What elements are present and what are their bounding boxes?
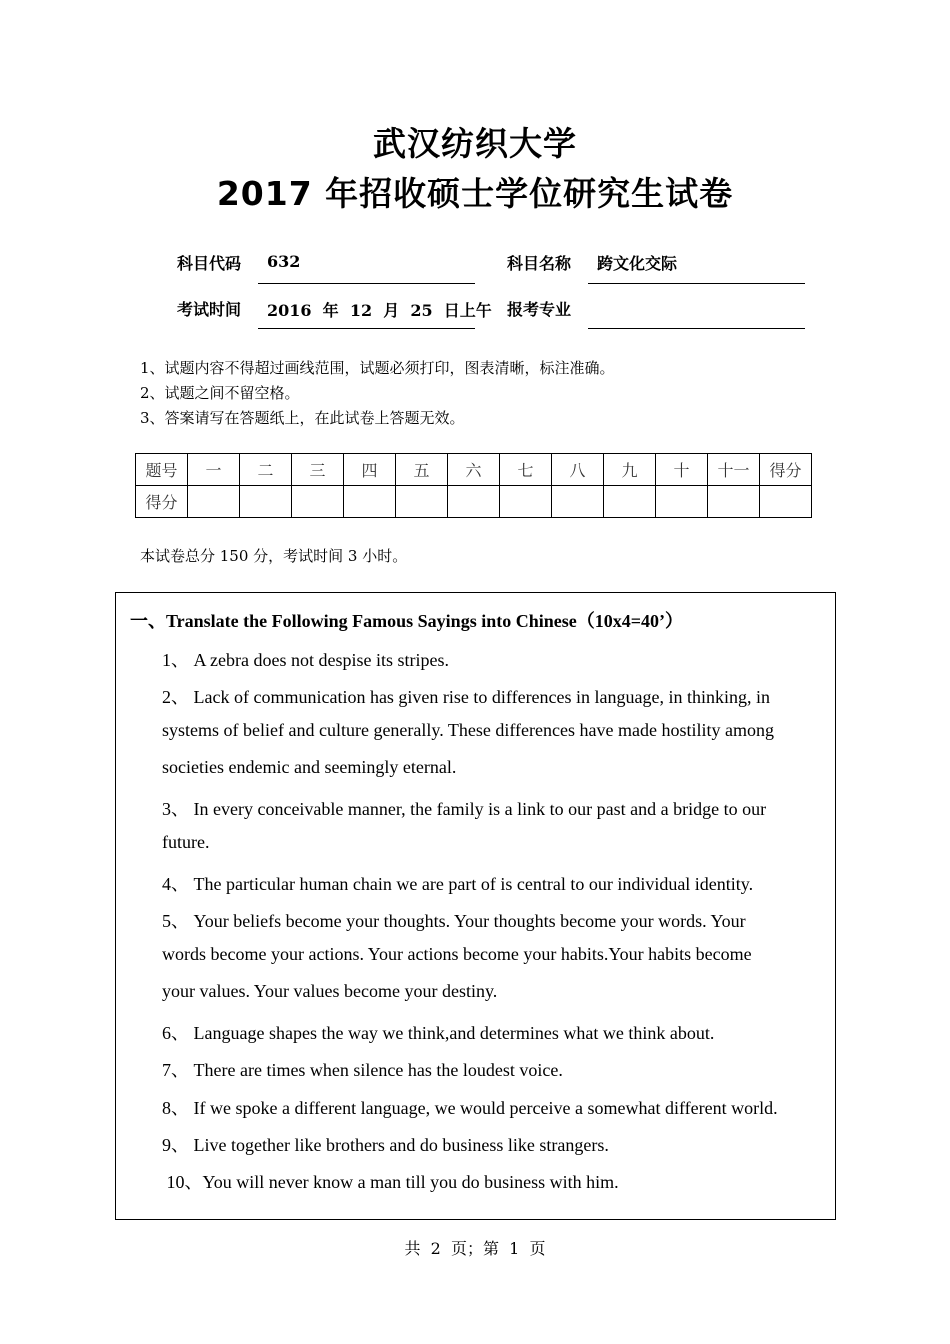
table-cell	[344, 486, 396, 518]
question-line: societies endemic and seemingly eternal.	[162, 757, 457, 777]
exam-time-label: 考试时间	[177, 300, 242, 319]
exam-title: 2017 年招收硕士学位研究生试卷	[216, 174, 734, 213]
question-line: 1、 A zebra does not despise its stripes.	[162, 650, 449, 670]
table-cell: 六	[448, 454, 500, 486]
section-1-heading: 一、Translate the Following Famous Sayings into Chinese（10x4=40’）	[130, 611, 683, 631]
table-cell	[240, 486, 292, 518]
table-cell: 九	[604, 454, 656, 486]
exam-time-value: 2016 年 12 月 25 日上午	[267, 301, 492, 320]
table-cell	[760, 486, 812, 518]
table-cell: 十一	[708, 454, 760, 486]
notice-1: 1、试题内容不得超过画线范围，试题必须打印，图表清晰，标注准确。	[140, 359, 615, 377]
question-line: systems of belief and culture generally. These differences have made hostility among	[162, 720, 774, 740]
table-cell: 得分	[760, 454, 812, 486]
question-line: 5、 Your beliefs become your thoughts. Your thoughts become your words. Your	[162, 911, 746, 931]
question-line: 9、 Live together like brothers and do business like strangers.	[162, 1135, 609, 1155]
subject-name-underline	[588, 283, 805, 284]
subject-name-value: 跨文化交际	[597, 254, 678, 273]
score-table	[135, 453, 812, 518]
table-cell: 三	[292, 454, 344, 486]
notice-3: 3、答案请写在答题纸上，在此试卷上答题无效。	[140, 409, 465, 427]
question-line: 2、 Lack of communication has given rise to differences in language, in thinking, in	[162, 687, 771, 707]
major-underline	[588, 328, 805, 329]
table-cell: 得分	[136, 486, 188, 518]
university-title: 武汉纺织大学	[373, 124, 577, 163]
table-cell: 一	[188, 454, 240, 486]
exam-time-underline	[258, 328, 475, 329]
question-line: words become your actions. Your actions become your habits.Your habits become	[162, 944, 752, 964]
question-line: future.	[162, 832, 210, 852]
subject-code-label: 科目代码	[177, 254, 242, 273]
question-line: your values. Your values become your destiny.	[162, 981, 498, 1001]
table-cell	[604, 486, 656, 518]
table-cell: 四	[344, 454, 396, 486]
table-cell: 五	[396, 454, 448, 486]
exam-summary: 本试卷总分 150 分，考试时间 3 小时。	[140, 547, 408, 565]
score-table-header-row	[136, 454, 812, 486]
subject-code-value: 632	[267, 252, 301, 271]
notice-2: 2、试题之间不留空格。	[140, 384, 300, 402]
table-cell	[292, 486, 344, 518]
table-cell: 二	[240, 454, 292, 486]
table-cell: 题号	[136, 454, 188, 486]
question-line: 10、You will never know a man till you do business with him.	[162, 1172, 619, 1192]
major-label: 报考专业	[507, 300, 572, 319]
table-cell	[656, 486, 708, 518]
table-cell	[500, 486, 552, 518]
subject-code-underline	[258, 283, 475, 284]
table-cell: 七	[500, 454, 552, 486]
table-cell	[552, 486, 604, 518]
question-line: 3、 In every conceivable manner, the family is a link to our past and a bridge to our	[162, 799, 767, 819]
table-cell	[396, 486, 448, 518]
question-line: 6、 Language shapes the way we think,and determines what we think about.	[162, 1023, 715, 1043]
table-cell	[448, 486, 500, 518]
table-cell	[708, 486, 760, 518]
question-line: 4、 The particular human chain we are part of is central to our individual identity.	[162, 874, 754, 894]
question-line: 8、 If we spoke a different language, we would perceive a somewhat different world.	[162, 1098, 778, 1118]
subject-name-label: 科目名称	[507, 254, 572, 273]
page-number: 共 2 页；第 1 页	[404, 1239, 546, 1258]
table-cell: 八	[552, 454, 604, 486]
score-table-score-row	[136, 486, 812, 518]
question-line: 7、 There are times when silence has the loudest voice.	[162, 1060, 563, 1080]
table-cell	[188, 486, 240, 518]
table-cell: 十	[656, 454, 708, 486]
